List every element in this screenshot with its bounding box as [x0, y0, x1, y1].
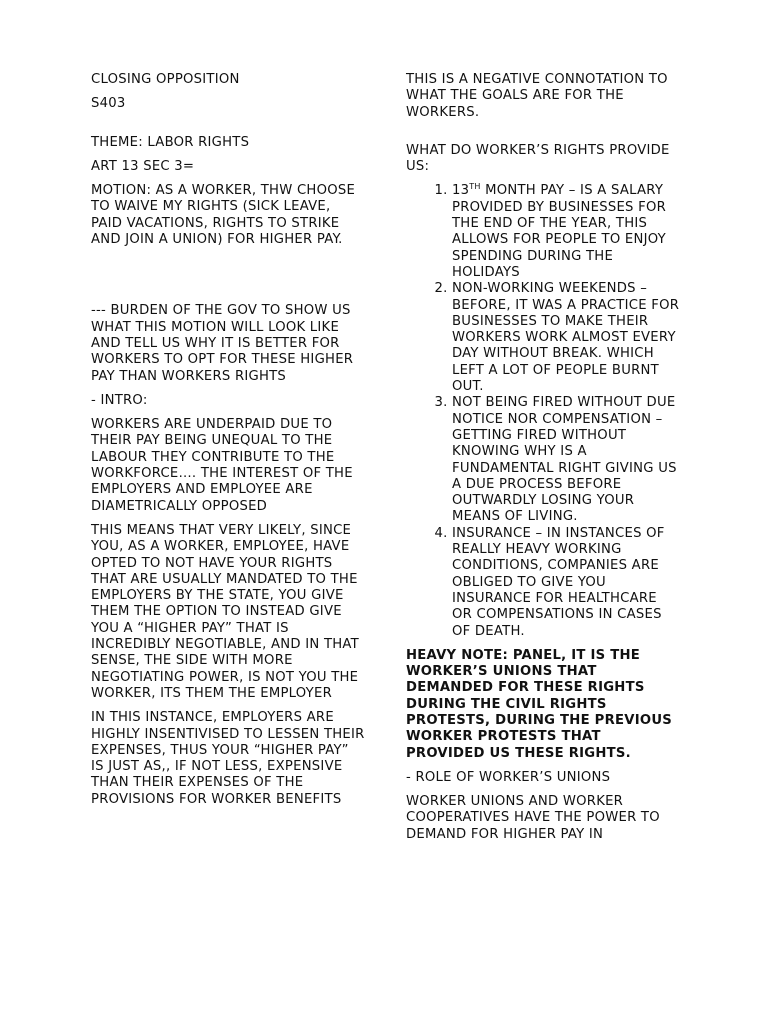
item-text: 13	[452, 183, 470, 199]
rights-list-item	[452, 183, 681, 281]
rights-list-item: 3. NOT BEING FIRED WITHOUT DUE NOTICE NOR COMPENSATION – GETTING FIRED WITHOUT KNOWING WHY IS A FUNDAMENTAL RIGHT GIVING US A DUE PROCESS BEFORE OUTWARDLY LOSING YOUR MEANS OF LIVING.	[452, 395, 681, 525]
spacer	[91, 121, 365, 135]
left-column	[91, 72, 365, 816]
intro-paragraph-1: WORKERS ARE UNDERPAID DUE TO THEIR PAY BEING UNEQUAL TO THE LABOUR THEY CONTRIBUTE TO THE WORKFORCE…. THE INTEREST OF THE EMPLOYERS AND EMPLOYEE ARE DIAMETRICALLY OPPOSED	[91, 417, 353, 514]
speaker-code: S403	[91, 96, 126, 112]
spacer	[406, 129, 681, 143]
article-line: ART 13 SEC 3=	[91, 158, 195, 174]
rights-list	[406, 183, 681, 639]
ordinal-superscript: TH	[469, 182, 481, 192]
rights-list-item: 2. NON-WORKING WEEKENDS – BEFORE, IT WAS A PRACTICE FOR BUSINESSES TO MAKE THEIR WORKERS WORK ALMOST EVERY DAY WITHOUT BREAK. WHICH LEFT A LOT OF PEOPLE BURNT OUT.	[452, 281, 681, 395]
intro-paragraph-2: THIS MEANS THAT VERY LIKELY, SINCE YOU, AS A WORKER, EMPLOYEE, HAVE OPTED TO NOT HAVE YOUR RIGHTS THAT ARE USUALLY MANDATED TO THE EMPLOYERS BY THE STATE, YOU GIVE THEM THE OPTION TO INSTEAD GIVE YOU A “HIGHER PAY” THAT IS INCREDIBLY NEGOTIABLE, AND IN THAT SENSE, THE SIDE WITH MORE NEGOTIATING POWER, IS NOT YOU THE WORKER, ITS THEM THE EMPLOYER	[91, 522, 359, 701]
rights-heading: WHAT DO WORKER’S RIGHTS PROVIDE US:	[406, 142, 670, 175]
document-heading: CLOSING OPPOSITION	[91, 72, 240, 87]
unions-paragraph: WORKER UNIONS AND WORKER COOPERATIVES HAVE THE POWER TO DEMAND FOR HIGHER PAY IN	[406, 794, 660, 842]
rights-list-item: 4. INSURANCE – IN INSTANCES OF REALLY HEAVY WORKING CONDITIONS, COMPANIES ARE OBLIGED TO GIVE YOU INSURANCE FOR HEALTHCARE OR COMPENSATIONS IN CASES OF DEATH.	[452, 526, 681, 640]
intro-label: - INTRO:	[91, 392, 148, 408]
spacer	[91, 256, 365, 303]
burden-paragraph: --- BURDEN OF THE GOV TO SHOW US WHAT THIS MOTION WILL LOOK LIKE AND TELL US WHY IT IS BETTER FOR WORKERS TO OPT FOR THESE HIGHER PAY THAN WORKERS RIGHTS	[91, 303, 354, 384]
heavy-note: HEAVY NOTE: PANEL, IT IS THE WORKER’S UNIONS THAT DEMANDED FOR THESE RIGHTS DURING THE CIVIL RIGHTS PROTESTS, DURING THE PREVIOUS WORKER PROTESTS THAT PROVIDED US THESE RIGHTS.	[406, 647, 673, 761]
item-text: MONTH PAY – IS A SALARY PROVIDED BY BUSINESSES FOR THE END OF THE YEAR, THIS ALLOWS FOR PEOPLE TO ENJOY SPENDING DURING THE HOLIDAYS	[452, 183, 667, 280]
theme-line: THEME: LABOR RIGHTS	[91, 134, 250, 150]
intro-paragraph-3: IN THIS INSTANCE, EMPLOYERS ARE HIGHLY INSENTIVISED TO LESSEN THEIR EXPENSES, THUS YOUR “HIGHER PAY” IS JUST AS,, IF NOT LESS, EXPENSIVE THAN THEIR EXPENSES OF THE PROVISIONS FOR WORKER BENEFITS	[91, 710, 365, 807]
right-column	[406, 72, 681, 851]
motion-paragraph: MOTION: AS A WORKER, THW CHOOSE TO WAIVE MY RIGHTS (SICK LEAVE, PAID VACATIONS, RIGHTS TO STRIKE AND JOIN A UNION) FOR HIGHER PAY.	[91, 183, 356, 248]
role-label: - ROLE OF WORKER’S UNIONS	[406, 769, 611, 785]
negative-connotation-paragraph: THIS IS A NEGATIVE CONNOTATION TO WHAT THE GOALS ARE FOR THE WORKERS.	[406, 72, 668, 120]
